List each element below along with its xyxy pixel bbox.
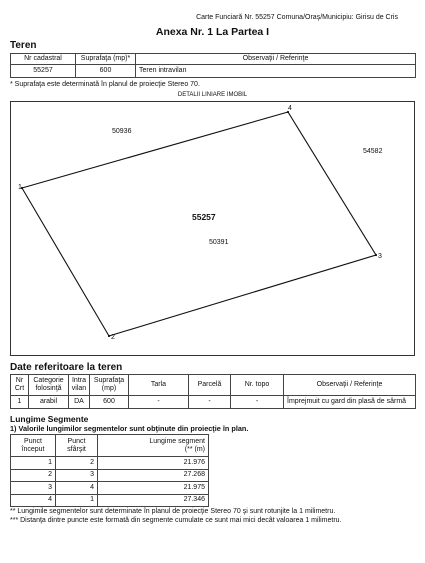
cell-suprafata: 600 (76, 65, 136, 78)
surface-footnote: * Suprafaţa este determinată în planul de proiecţie Stereo 70. (10, 81, 200, 88)
neighbor-parcel-label: 50936 (112, 128, 132, 135)
date-teren-heading: Date referitoare la teren (10, 362, 123, 373)
date-teren-table (10, 374, 416, 409)
neighbor-parcel-label: 50391 (209, 239, 229, 246)
parcel-plan-drawing (11, 102, 414, 355)
segments-footnote: *** Distanţa dintre puncte este formată din segmente cumulate ce sunt mai mici decât valoarea 1 milimetru. (10, 517, 342, 524)
cell-punct-inceput: 3 (11, 482, 56, 495)
col-header-intravilan: Intra vilan (69, 375, 90, 396)
segments-footnote: ** Lungimile segmentelor sunt determinate în planul de proiecţie Stereo 70 şi sunt rotunjite la 1 milimetru. (10, 508, 336, 515)
cell-lungime: 27.346 (98, 494, 209, 507)
cell-parcela: - (189, 396, 231, 409)
date-teren-header-row (11, 375, 416, 396)
col-header-suprafata: Suprafaţa (mp)* (76, 54, 136, 65)
segments-header-row (11, 435, 209, 457)
col-header-nr-crt: Nr Crt (11, 375, 29, 396)
col-header-parcela: Parcelă (189, 375, 231, 396)
segments-table (10, 434, 209, 507)
cell-nr-topo: - (231, 396, 284, 409)
col-header-nr-cadastral: Nr cadastral (11, 54, 76, 65)
table-row (11, 457, 209, 470)
segments-note: 1) Valorile lungimilor segmentelor sunt obţinute din proiecţie în plan. (10, 424, 249, 433)
cell-punct-sfarsit: 4 (56, 482, 98, 495)
teren-header-row (11, 54, 416, 65)
segments-heading: Lungime Segmente (10, 414, 89, 424)
parcel-id-label: 55257 (192, 212, 216, 222)
header-reference: Carte Funciară Nr. 55257 Comuna/Oraş/Municipiu: Girisu de Cris (196, 14, 398, 21)
cell-observatii: Teren intravilan (136, 65, 416, 78)
teren-table (10, 53, 416, 78)
teren-data-row (11, 65, 416, 78)
table-row (11, 494, 209, 507)
cell-suprafata: 600 (90, 396, 129, 409)
table-row (11, 482, 209, 495)
annex-title: Anexa Nr. 1 La Partea I (155, 26, 270, 38)
cell-observatii: Împrejmuit cu gard din plasă de sârmă (284, 396, 416, 409)
point-label: 1 (18, 184, 22, 191)
col-header-punct-inceput: Punct început (11, 435, 56, 457)
point-marker (375, 254, 377, 256)
point-label: 4 (288, 105, 292, 112)
point-label: 2 (111, 334, 115, 341)
cell-punct-inceput: 1 (11, 457, 56, 470)
cell-nr-cadastral: 55257 (11, 65, 76, 78)
cell-punct-sfarsit: 1 (56, 494, 98, 507)
col-header-tarla: Tarla (129, 375, 189, 396)
point-marker (108, 335, 110, 337)
cell-lungime: 21.976 (98, 457, 209, 470)
col-header-observatii: Observaţii / Referinţe (284, 375, 416, 396)
cell-punct-sfarsit: 3 (56, 469, 98, 482)
parcel-boundary (22, 112, 376, 336)
col-header-categorie: Categorie folosinţă (29, 375, 69, 396)
parcel-plan (10, 101, 415, 356)
cell-categorie: arabil (29, 396, 69, 409)
cell-nr-crt: 1 (11, 396, 29, 409)
cell-lungime: 21.975 (98, 482, 209, 495)
cell-punct-sfarsit: 2 (56, 457, 98, 470)
col-header-punct-sfarsit: Punct sfârşit (56, 435, 98, 457)
col-header-nr-topo: Nr. topo (231, 375, 284, 396)
cell-punct-inceput: 2 (11, 469, 56, 482)
col-header-observatii: Observaţii / Referinţe (136, 54, 416, 65)
col-header-lungime: Lungime segment (** (m) (98, 435, 209, 457)
table-row (11, 396, 416, 409)
cell-tarla: - (129, 396, 189, 409)
point-label: 3 (378, 253, 382, 260)
teren-heading: Teren (10, 40, 37, 51)
plan-title: DETALII LINIARE IMOBIL (177, 92, 248, 98)
neighbor-parcel-label: 54582 (363, 148, 383, 155)
cell-intravilan: DA (69, 396, 90, 409)
col-header-suprafata: Suprafaţa (mp) (90, 375, 129, 396)
cell-punct-inceput: 4 (11, 494, 56, 507)
cell-lungime: 27.268 (98, 469, 209, 482)
table-row (11, 469, 209, 482)
